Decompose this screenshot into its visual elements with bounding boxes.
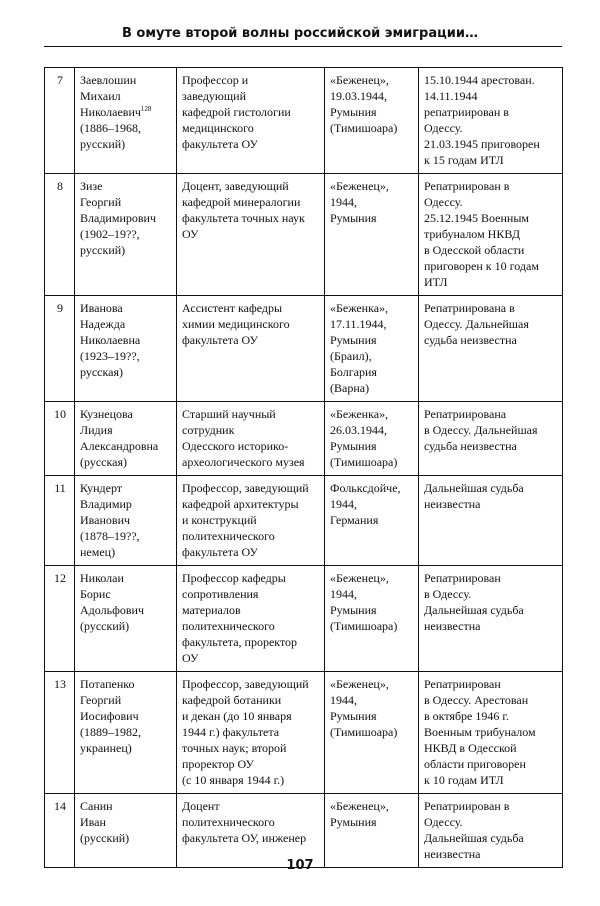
fate-cell: Репатриирован в Одессу. 25.12.1945 Военным трибуналом НКВД в Одесской области приговорен к 10 годам ИТЛ (419, 174, 563, 296)
row-number: 10 (45, 402, 75, 476)
row-number: 13 (45, 672, 75, 794)
position-cell: Профессор кафедры сопротивления материалов политехнического факультета, проректор ОУ (177, 566, 325, 672)
status-cell: «Беженец», 1944, Румыния (325, 174, 419, 296)
table-row (45, 794, 563, 868)
status-cell: Фольксдойче, 1944, Германия (325, 476, 419, 566)
table-row (45, 402, 563, 476)
person-cell (75, 68, 177, 174)
position-cell: Старший научный сотрудник Одесского историко- археологического музея (177, 402, 325, 476)
row-number: 8 (45, 174, 75, 296)
position-cell: Профессор, заведующий кафедрой архитектуры и конструкций политехнического факультета ОУ (177, 476, 325, 566)
fate-cell: Дальнейшая судьба неизвестна (419, 476, 563, 566)
status-cell: «Беженка», 17.11.1944, Румыния (Браил), Болгария (Варна) (325, 296, 419, 402)
position-cell: Доцент политехнического факультета ОУ, инженер (177, 794, 325, 868)
person-cell: Зизе Георгий Владимирович (1902–19??, русский) (75, 174, 177, 296)
table-row (45, 476, 563, 566)
row-number: 7 (45, 68, 75, 174)
status-cell: «Беженец», 1944, Румыния (Тимишоара) (325, 566, 419, 672)
table-row (45, 68, 563, 174)
person-details: (1886–1968, русский) (80, 121, 141, 151)
emigrant-register-table (44, 67, 563, 868)
table-row (45, 566, 563, 672)
status-cell: «Беженка», 26.03.1944, Румыния (Тимишоара) (325, 402, 419, 476)
position-cell: Доцент, заведующий кафедрой минералогии факультета точных наук ОУ (177, 174, 325, 296)
table-row (45, 672, 563, 794)
person-cell: Кузнецова Лидия Александровна (русская) (75, 402, 177, 476)
row-number: 11 (45, 476, 75, 566)
person-name: Заевлошин Михаил Николаевич (80, 73, 141, 119)
fate-cell: Репатриирован в Одессу. Арестован в октябре 1946 г. Военным трибуналом НКВД в Одесской области приговорен к 10 годам ИТЛ (419, 672, 563, 794)
person-cell: Потапенко Георгий Иосифович (1889–1982, украинец) (75, 672, 177, 794)
position-cell: Профессор, заведующий кафедрой ботаники и декан (до 10 января 1944 г.) факультета точных наук; второй проректор ОУ (с 10 января 1944 г.) (177, 672, 325, 794)
running-header: В омуте второй волны российской эмиграции… (122, 26, 478, 41)
row-number: 12 (45, 566, 75, 672)
fate-cell: Репатриирован в Одессу. Дальнейшая судьба неизвестна (419, 566, 563, 672)
fate-cell: 15.10.1944 арестован. 14.11.1944 репатриирован в Одессу. 21.03.1945 приговорен к 15 годам ИТЛ (419, 68, 563, 174)
fate-cell: Репатриирована в Одессу. Дальнейшая судьба неизвестна (419, 296, 563, 402)
row-number: 9 (45, 296, 75, 402)
fate-cell: Репатриирована в Одессу. Дальнейшая судьба неизвестна (419, 402, 563, 476)
header-rule (44, 46, 562, 47)
table-row (45, 296, 563, 402)
person-cell: Санин Иван (русский) (75, 794, 177, 868)
status-cell: «Беженец», Румыния (325, 794, 419, 868)
person-cell: Кундерт Владимир Иванович (1878–19??, немец) (75, 476, 177, 566)
table-row (45, 174, 563, 296)
footnote-ref: 128 (140, 105, 152, 113)
person-cell: Иванова Надежда Николаевна (1923–19??, русская) (75, 296, 177, 402)
position-cell: Ассистент кафедры химии медицинского факультета ОУ (177, 296, 325, 402)
page-number: 107 (286, 858, 314, 873)
row-number: 14 (45, 794, 75, 868)
position-cell: Профессор и заведующий кафедрой гистологии медицинского факультета ОУ (177, 68, 325, 174)
status-cell: «Беженец», 1944, Румыния (Тимишоара) (325, 672, 419, 794)
status-cell: «Беженец», 19.03.1944, Румыния (Тимишоара) (325, 68, 419, 174)
person-cell: Николаи Борис Адольфович (русский) (75, 566, 177, 672)
fate-cell: Репатриирован в Одессу. Дальнейшая судьба неизвестна (419, 794, 563, 868)
